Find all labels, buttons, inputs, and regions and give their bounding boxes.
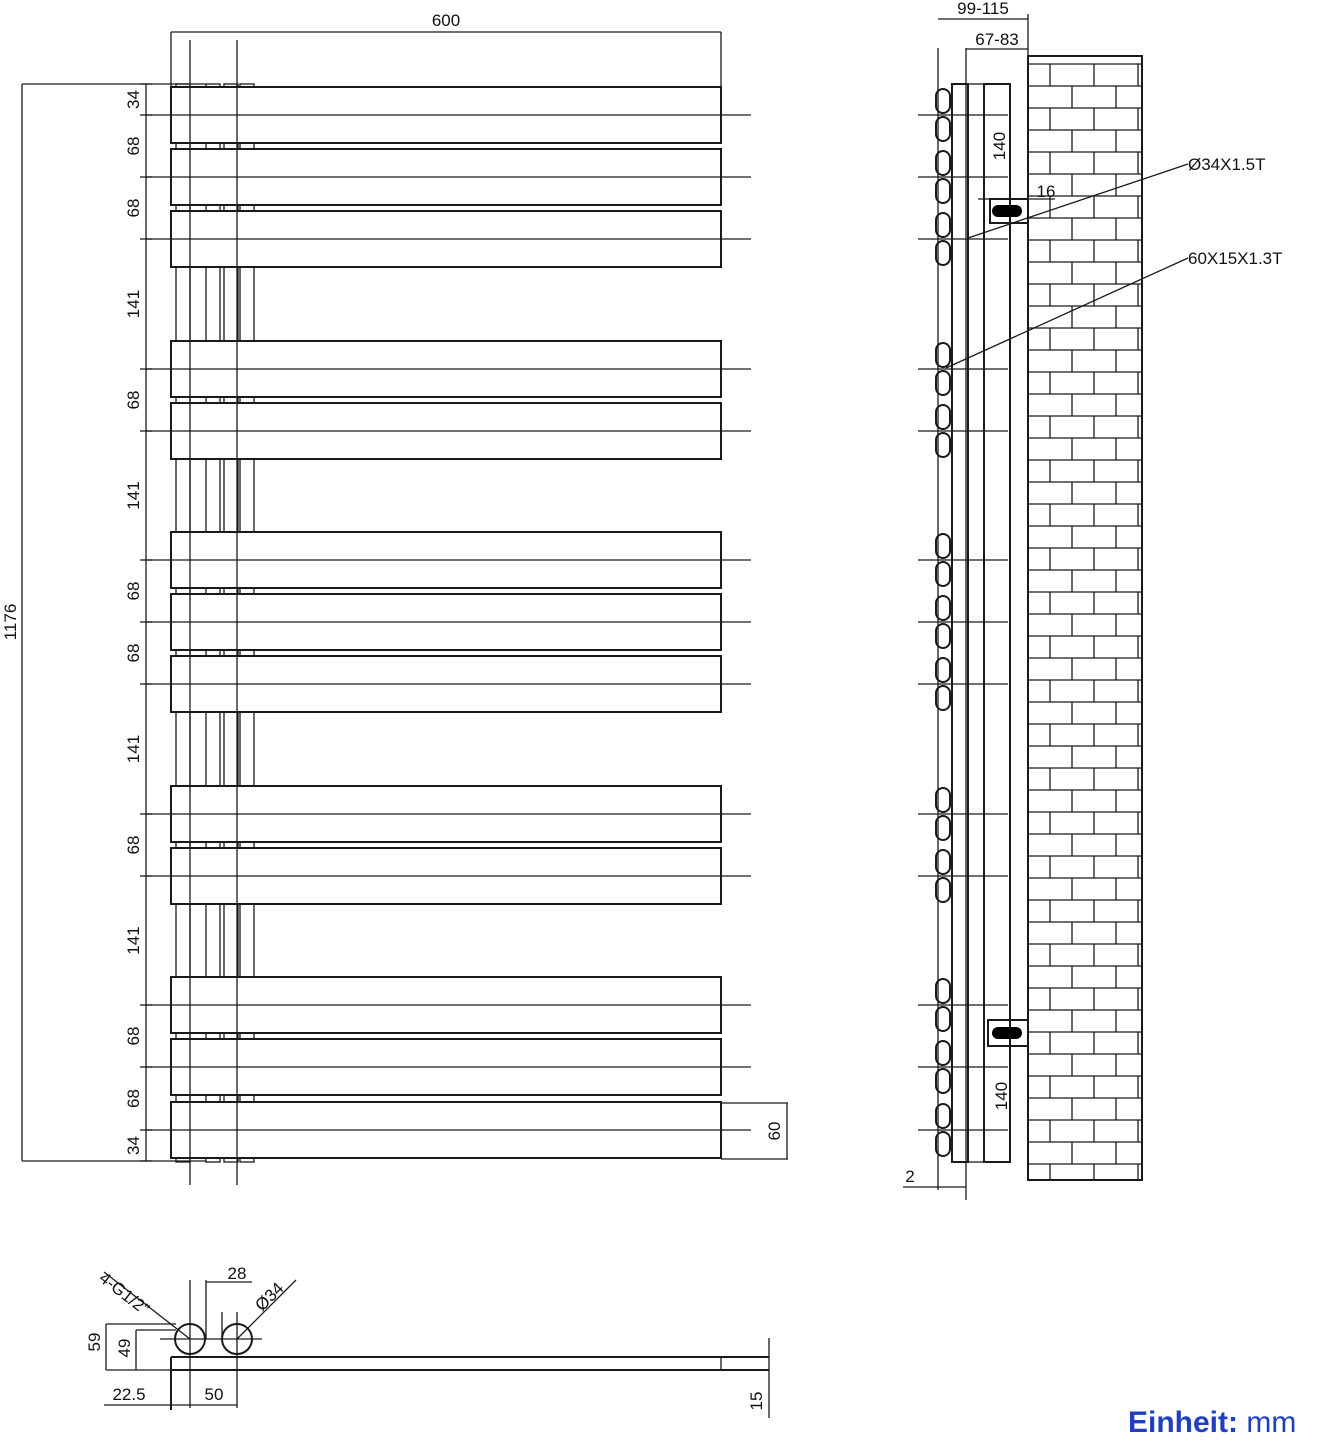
spacing-label: 50 bbox=[204, 1385, 224, 1404]
pitch-label: 34 bbox=[124, 90, 143, 109]
wall-bracket-bottom bbox=[988, 1020, 1028, 1046]
bracket-width-label: 16 bbox=[1036, 182, 1056, 201]
bracket-dimensions bbox=[990, 84, 1055, 1162]
tube-spec-label: Ø34X1.5T bbox=[1188, 155, 1266, 174]
depth-dimensions bbox=[938, 0, 1028, 56]
brick-wall bbox=[1028, 56, 1142, 1180]
side-body-back bbox=[984, 84, 1010, 1162]
height-49-label: 49 bbox=[115, 1338, 134, 1358]
brick-pattern bbox=[1028, 64, 1142, 1180]
bar-height-dimension bbox=[721, 1103, 788, 1159]
pitch-label: 141 bbox=[124, 734, 143, 764]
pipe-diameter-label: Ø34 bbox=[251, 1278, 288, 1315]
pitch-label: 68 bbox=[124, 198, 143, 218]
pitch-label: 68 bbox=[124, 835, 143, 855]
pitch-label: 34 bbox=[124, 1136, 143, 1155]
front-bars bbox=[146, 87, 751, 1158]
unit-value: mm bbox=[1246, 1406, 1297, 1439]
pitch-dimension-chain bbox=[124, 84, 152, 1161]
pitch-label: 68 bbox=[124, 1089, 143, 1108]
bar-height-label: 60 bbox=[765, 1121, 784, 1141]
pitch-label: 68 bbox=[124, 136, 143, 156]
pitch-label: 141 bbox=[124, 926, 143, 955]
height-label: 1176 bbox=[1, 603, 20, 641]
side-view bbox=[903, 0, 1283, 1200]
connection-label: 4-G1/2” bbox=[95, 1268, 153, 1319]
bar-spec-label: 60X15X1.3T bbox=[1188, 249, 1283, 268]
unit-key: Einheit: bbox=[1128, 1406, 1238, 1439]
height-59-label: 59 bbox=[85, 1332, 104, 1352]
unit-legend bbox=[1128, 1406, 1296, 1440]
pitch-label: 68 bbox=[124, 581, 143, 601]
bar-depth-label: 15 bbox=[747, 1391, 766, 1411]
bracket-bottom-label: 140 bbox=[992, 1081, 1011, 1111]
bracket-top-label: 140 bbox=[990, 131, 1009, 161]
pitch-label: 68 bbox=[124, 643, 143, 663]
pitch-label: 68 bbox=[124, 1026, 143, 1046]
width-dimension bbox=[171, 11, 721, 88]
pitch-label: 141 bbox=[124, 289, 143, 319]
offset-label: 22.5 bbox=[112, 1385, 146, 1404]
wall-bracket-top bbox=[978, 199, 1028, 223]
pitch-label: 68 bbox=[124, 390, 143, 410]
bottom-view bbox=[85, 1264, 769, 1418]
depth-total-label: 99-115 bbox=[957, 0, 1009, 18]
side-bar-profiles bbox=[918, 89, 1008, 1156]
front-view bbox=[1, 11, 788, 1185]
gap-dimension bbox=[903, 1167, 966, 1187]
width-label: 600 bbox=[431, 11, 461, 30]
gap-label: 2 bbox=[905, 1167, 915, 1186]
depth-wall-label: 67-83 bbox=[975, 30, 1019, 49]
pipe-gap-label: 28 bbox=[227, 1264, 247, 1283]
pitch-label: 141 bbox=[124, 481, 143, 510]
